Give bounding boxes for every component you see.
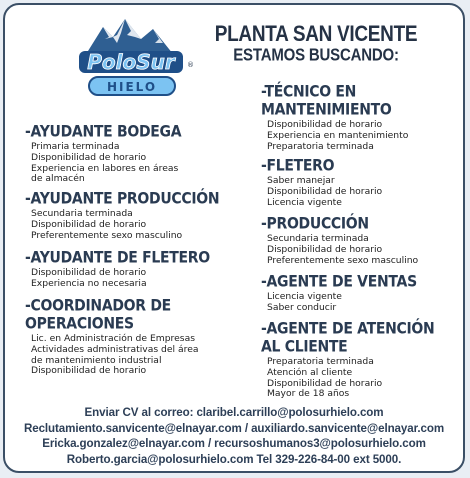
- svg-text:®: ®: [187, 61, 194, 69]
- requirement-item: Disponibilidad de horario: [267, 119, 383, 130]
- requirement-item: Experiencia en mantenimiento: [267, 129, 409, 141]
- job-listing: [25, 297, 198, 377]
- job-title-line: -AYUDANTE BODEGA: [25, 123, 182, 141]
- requirements-list: [261, 120, 408, 152]
- requirement-item: Disponibilidad de horario: [267, 243, 383, 255]
- job-title: [25, 123, 181, 141]
- requirement-item: Licencia vigente: [267, 196, 342, 208]
- job-listing: [261, 83, 408, 152]
- plant-title: PLANTA SAN VICENTE: [214, 22, 418, 47]
- requirement-item: Disponibilidad de horario: [31, 151, 147, 163]
- job-listing: [261, 320, 434, 400]
- job-title-line: MANTENIMIENTO: [261, 100, 392, 119]
- requirement-item: Experiencia no necesaria: [31, 277, 147, 289]
- requirements-list: [261, 292, 417, 314]
- requirement-item: Atención al cliente: [267, 366, 353, 378]
- requirement-item: Disponibilidad de horario: [267, 185, 383, 197]
- requirements-list: [25, 268, 210, 290]
- job-title: [25, 190, 219, 208]
- job-listing: [261, 157, 382, 208]
- requirement-item: Saber manejar: [267, 175, 335, 186]
- job-listing: [261, 215, 418, 266]
- job-title-line: OPERACIONES: [25, 314, 134, 333]
- requirement-item: Lic. en Administración de Empresas: [31, 333, 195, 344]
- job-title-line: -FLETERO: [261, 157, 335, 175]
- requirements-list: [25, 142, 181, 185]
- job-title-line: -TÉCNICO EN: [261, 83, 357, 101]
- requirements-list: [261, 357, 434, 400]
- job-title: [261, 320, 434, 356]
- job-title: [25, 297, 198, 333]
- requirements-list: [25, 209, 219, 241]
- requirement-item: de mantenimiento industrial: [31, 354, 162, 366]
- contact-footer: [5, 405, 463, 467]
- footer-line: Reclutamiento.sanvicente@elnayar.com / auxiliardo.sanvicente@elnayar.com: [23, 421, 445, 435]
- requirements-list: [261, 176, 382, 208]
- requirement-item: Preferentemente sexo masculino: [267, 254, 419, 266]
- requirement-item: Secundaria terminada: [31, 208, 133, 219]
- job-title: [261, 83, 408, 119]
- requirement-item: de almacén: [31, 173, 85, 185]
- job-title: [25, 249, 210, 267]
- searching-subtitle: ESTAMOS BUSCANDO:: [233, 45, 399, 66]
- header: [205, 22, 427, 66]
- requirement-item: Secundaria terminada: [267, 233, 369, 244]
- job-title-line: -AYUDANTE DE FLETERO: [25, 249, 210, 267]
- job-title-line: -AYUDANTE PRODUCCIÓN: [25, 190, 220, 208]
- job-posting-card: [3, 3, 465, 473]
- requirement-item: Actividades administrativas del área: [31, 343, 199, 355]
- job-listing: [25, 123, 181, 185]
- job-listing: [25, 249, 210, 290]
- requirement-item: Preferentemente sexo masculino: [31, 229, 183, 241]
- job-listing: [25, 190, 219, 241]
- requirement-item: Preparatoria terminada: [267, 140, 374, 152]
- job-title-line: -AGENTE DE ATENCIÓN: [261, 320, 435, 338]
- requirement-item: Preparatoria terminada: [267, 356, 374, 367]
- footer-line: Enviar CV al correo: claribel.carrillo@polosurhielo.com: [84, 406, 384, 419]
- footer-line: Ericka.gonzalez@elnayar.com / recursoshumanos3@polosurhielo.com: [42, 437, 426, 450]
- requirement-item: Licencia vigente: [267, 291, 342, 302]
- requirements-list: [25, 334, 198, 377]
- requirement-item: Disponibilidad de horario: [31, 218, 147, 230]
- job-title: [261, 215, 418, 233]
- requirements-list: [261, 234, 418, 266]
- job-title: [261, 157, 382, 175]
- job-title-line: AL CLIENTE: [261, 337, 348, 356]
- requirement-item: Disponibilidad de horario: [31, 365, 147, 377]
- svg-text:PoloSur: PoloSur: [87, 50, 175, 74]
- polosur-hielo-logo: [65, 15, 195, 105]
- requirement-item: Disponibilidad de horario: [31, 267, 147, 278]
- requirement-item: Disponibilidad de horario: [267, 377, 383, 389]
- job-listing: [261, 273, 417, 314]
- requirement-item: Saber conducir: [267, 301, 337, 313]
- footer-line: Roberto.garcia@polosurhielo.com Tel 329-226-84-00 ext 5000.: [66, 452, 402, 466]
- svg-text:HIELO: HIELO: [106, 80, 158, 94]
- requirement-item: Mayor de 18 años: [267, 388, 350, 400]
- requirement-item: Primaria terminada: [31, 141, 120, 152]
- job-title-line: -PRODUCCIÓN: [261, 215, 369, 233]
- requirement-item: Experiencia en labores en áreas: [31, 162, 179, 174]
- job-title-line: -AGENTE DE VENTAS: [261, 273, 417, 291]
- job-title-line: -COORDINADOR DE: [25, 297, 171, 315]
- job-title: [261, 273, 417, 291]
